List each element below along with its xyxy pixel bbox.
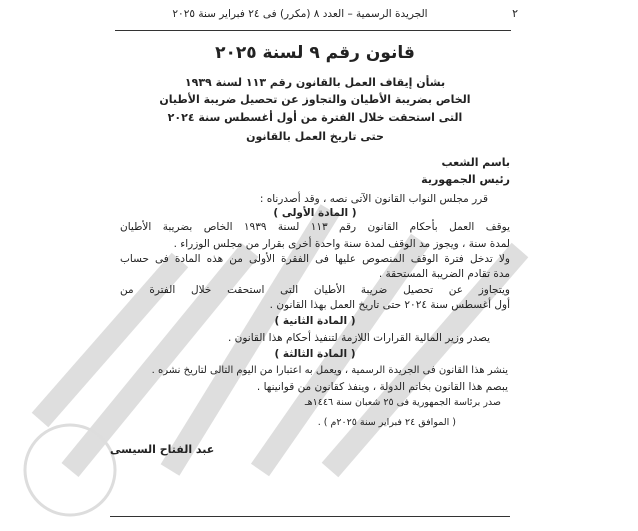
header-rule — [115, 30, 511, 31]
article2-heading: ( المادة الثانية ) — [274, 315, 356, 327]
article1-line: مدة تقادم الضريبة المستحقة . — [378, 268, 510, 280]
article3-line: ينشر هذا القانون فى الجريدة الرسمية ، ويعمل به اعتبارا من اليوم التالى لتاريخ نشره . — [151, 365, 508, 376]
article1-line: يوقف العمل بأحكام القانون رقم ١١٣ لسنة ١٩٣٩ الخاص بضريبة الأطيان — [120, 221, 510, 233]
law-title: قانون رقم ٩ لسنة ٢٠٢٥ — [215, 43, 415, 63]
president-title: رئيس الجمهورية — [421, 173, 510, 186]
issued-date-gregorian: ( الموافق ٢٤ فبراير سنة ٢٠٢٥م ) . — [317, 417, 456, 428]
subtitle-line: الخاص بضريبة الأطيان والتجاوز عن تحصيل ضريبة الأطيان — [159, 93, 471, 106]
article1-heading: ( المادة الأولى ) — [273, 207, 357, 219]
subtitle-line: حتى تاريخ العمل بالقانون — [246, 130, 384, 143]
page-number: ٢ — [512, 7, 518, 20]
signature: عبد الفتاح السيسى — [110, 443, 215, 456]
subtitle-line: بشأن إيقاف العمل بالقانون رقم ١١٣ لسنة ١٩٣٩ — [184, 76, 446, 89]
in-name-of-people: باسم الشعب — [441, 156, 510, 169]
article1-line: أول أغسطس سنة ٢٠٢٤ حتى تاريخ العمل بهذا القانون . — [269, 299, 510, 311]
article1-line: ويتجاوز عن تحصيل ضريبة الأطيان التى استحقت خلال الفترة من — [120, 284, 510, 296]
article3-heading: ( المادة الثالثة ) — [274, 348, 356, 360]
subtitle-line: التى استحقت خلال الفترة من أول أغسطس سنة ٢٠٢٤ — [167, 111, 463, 124]
preamble: قرر مجلس النواب القانون الآتى نصه ، وقد أصدرناه : — [259, 193, 488, 205]
article1-line: لمدة سنة ، ويجوز مد الوقف لمدة سنة واحدة أخرى بقرار من مجلس الوزراء . — [173, 238, 510, 250]
article1-line: ولا تدخل فترة الوقف المنصوص عليها فى الفقرة الأولى من هذه المادة فى حساب — [120, 253, 510, 265]
article2-line: يصدر وزير المالية القرارات اللازمة لتنفيذ أحكام هذا القانون . — [227, 332, 490, 344]
article3-line: يبصم هذا القانون بخاتم الدولة ، وينفذ كقانون من قوانينها . — [256, 381, 508, 393]
footer-rule — [110, 516, 510, 517]
running-title: الجريدة الرسمية – العدد ٨ (مكرر) فى ٢٤ فبراير سنة ٢٠٢٥ — [172, 8, 428, 20]
issued-date-hijri: صدر برئاسة الجمهورية فى ٢٥ شعبان سنة ١٤٤٦هـ — [304, 397, 501, 408]
